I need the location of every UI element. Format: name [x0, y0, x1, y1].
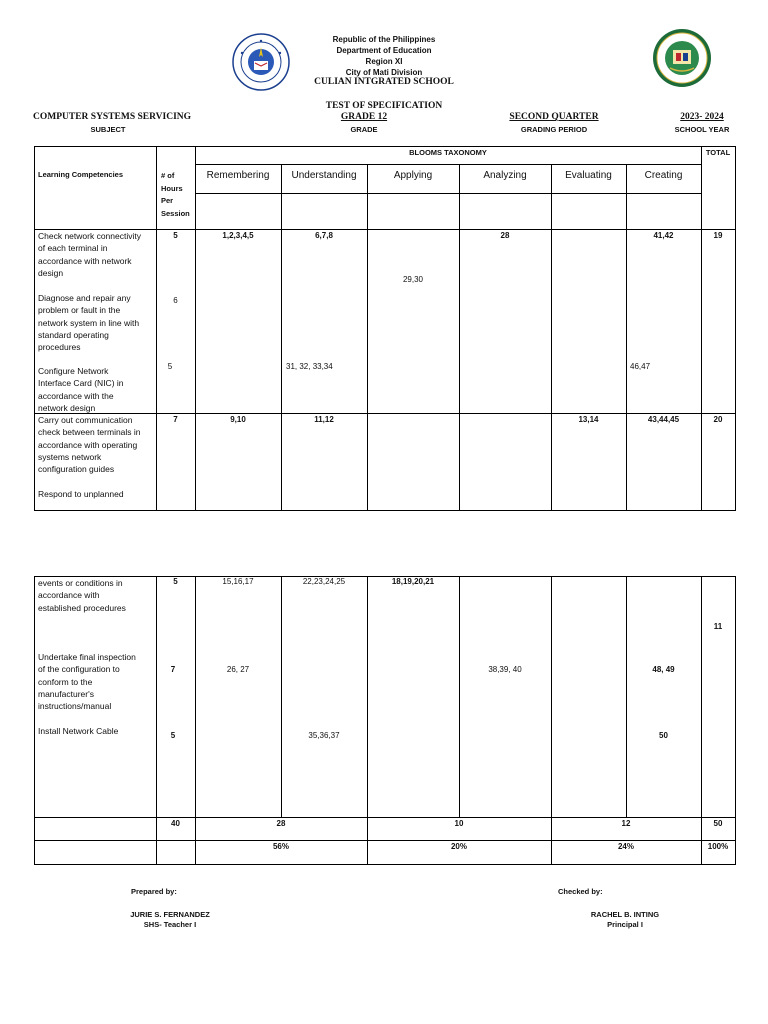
test-title: TEST OF SPECIFICATION: [325, 101, 443, 111]
checked-by-label: Checked by:: [558, 887, 603, 896]
r6-analyzing: 38,39, 40: [488, 665, 522, 674]
header-blooms: BLOOMS TAXONOMY: [409, 148, 487, 157]
r6-creating: 48, 49: [652, 665, 675, 674]
r4-remembering: 9,10: [230, 415, 246, 424]
prepared-name: JURIE S. FERNANDEZ: [130, 910, 210, 919]
r3-creating: 46,47: [630, 362, 651, 371]
subject-label: SUBJECT: [90, 125, 126, 134]
r6-remembering: 26, 27: [226, 665, 250, 674]
header-division: City of Mati Division: [345, 68, 423, 77]
header-evaluating: Evaluating: [565, 170, 612, 181]
competency-7: Install Network Cable: [38, 726, 119, 736]
r3-hours: 5: [167, 362, 173, 371]
r5-understanding: 22,23,24,25: [302, 577, 346, 586]
r1-understanding: 6,7,8: [315, 231, 333, 240]
grade-value: GRADE 12: [340, 112, 388, 122]
header-region: Region XI: [365, 57, 403, 66]
year-label: SCHOOL YEAR: [674, 125, 730, 134]
competency-2: Diagnose and repair any problem or fault in the network system in line with standard operating procedures: [38, 293, 140, 353]
r2-hours: 6: [173, 296, 178, 305]
r4-evaluating: 13,14: [578, 415, 599, 424]
header-department: Department of Education: [336, 46, 432, 55]
deped-seal: [232, 33, 290, 91]
competency-4: Carry out communication check between terminals in accordance with operating systems network configuration guides: [38, 415, 141, 475]
header-understanding: Understanding: [291, 170, 357, 181]
prepared-title: SHS- Teacher I: [143, 920, 197, 929]
competency-5-start: Respond to unplanned: [38, 489, 124, 499]
subject-value: COMPUTER SYSTEMS SERVICING: [33, 112, 192, 122]
total-lots: 28: [276, 819, 286, 828]
header-remembering: Remembering: [206, 170, 270, 181]
r4-total: 20: [713, 415, 723, 424]
r7-creating: 50: [659, 731, 668, 740]
school-seal: [652, 28, 712, 88]
period-label: GRADING PERIOD: [520, 125, 588, 134]
header-competencies: Learning Competencies: [38, 170, 124, 179]
competency-3: Configure Network Interface Card (NIC) in accordance with the network design: [38, 366, 124, 413]
r4-understanding: 11,12: [314, 415, 334, 424]
checked-name: RACHEL B. INTING: [590, 910, 660, 919]
r1-remembering: 1,2,3,4,5: [222, 231, 254, 240]
r6-hours: 7: [170, 665, 176, 674]
r4-creating: 43,44,45: [647, 415, 680, 424]
r1-total: 19: [713, 231, 723, 240]
r1-creating: 41,42: [653, 231, 674, 240]
r4-hours: 7: [173, 415, 178, 424]
r5-hours: 5: [173, 577, 178, 586]
r5-remembering: 15,16,17: [222, 577, 254, 586]
header-hours: # of Hours Per Session: [161, 171, 190, 218]
year-value: 2023- 2024: [680, 112, 724, 122]
header-republic: Republic of the Philippines: [332, 35, 436, 44]
r7-hours: 5: [170, 731, 176, 740]
pct-grand: 100%: [707, 842, 729, 851]
pct-hots: 24%: [617, 842, 634, 851]
header-creating: Creating: [644, 170, 683, 181]
school-name: CULIAN INTGRATED SCHOOL: [314, 77, 454, 87]
total-hots: 12: [621, 819, 631, 828]
checked-title: Principal I: [607, 920, 643, 929]
r5-applying: 18,19,20,21: [391, 577, 435, 586]
r5-total: 11: [713, 622, 723, 631]
pct-lots: 56%: [272, 842, 289, 851]
total-grand: 50: [713, 819, 723, 828]
competency-6: Undertake final inspection of the configuration to conform to the manufacturer's instructions/manual: [38, 652, 136, 712]
total-mid: 10: [454, 819, 464, 828]
header-analyzing: Analyzing: [483, 170, 527, 181]
r1-analyzing: 28: [500, 231, 510, 240]
period-value: SECOND QUARTER: [509, 112, 599, 122]
r3-understanding: 31, 32, 33,34: [286, 362, 333, 371]
r7-understanding: 35,36,37: [308, 731, 340, 740]
r1-applying: 29,30: [402, 275, 424, 284]
competency-1: Check network connectivity of each terminal in accordance with network design: [38, 231, 141, 278]
grade-label: GRADE: [350, 125, 378, 134]
prepared-by-label: Prepared by:: [131, 887, 177, 896]
header-applying: Applying: [393, 170, 433, 181]
header-total: TOTAL: [705, 148, 731, 157]
total-hours: 40: [171, 819, 180, 828]
competency-5-cont: events or conditions in accordance with established procedures: [38, 578, 126, 613]
pct-mid: 20%: [450, 842, 467, 851]
r1-hours: 5: [173, 231, 178, 240]
